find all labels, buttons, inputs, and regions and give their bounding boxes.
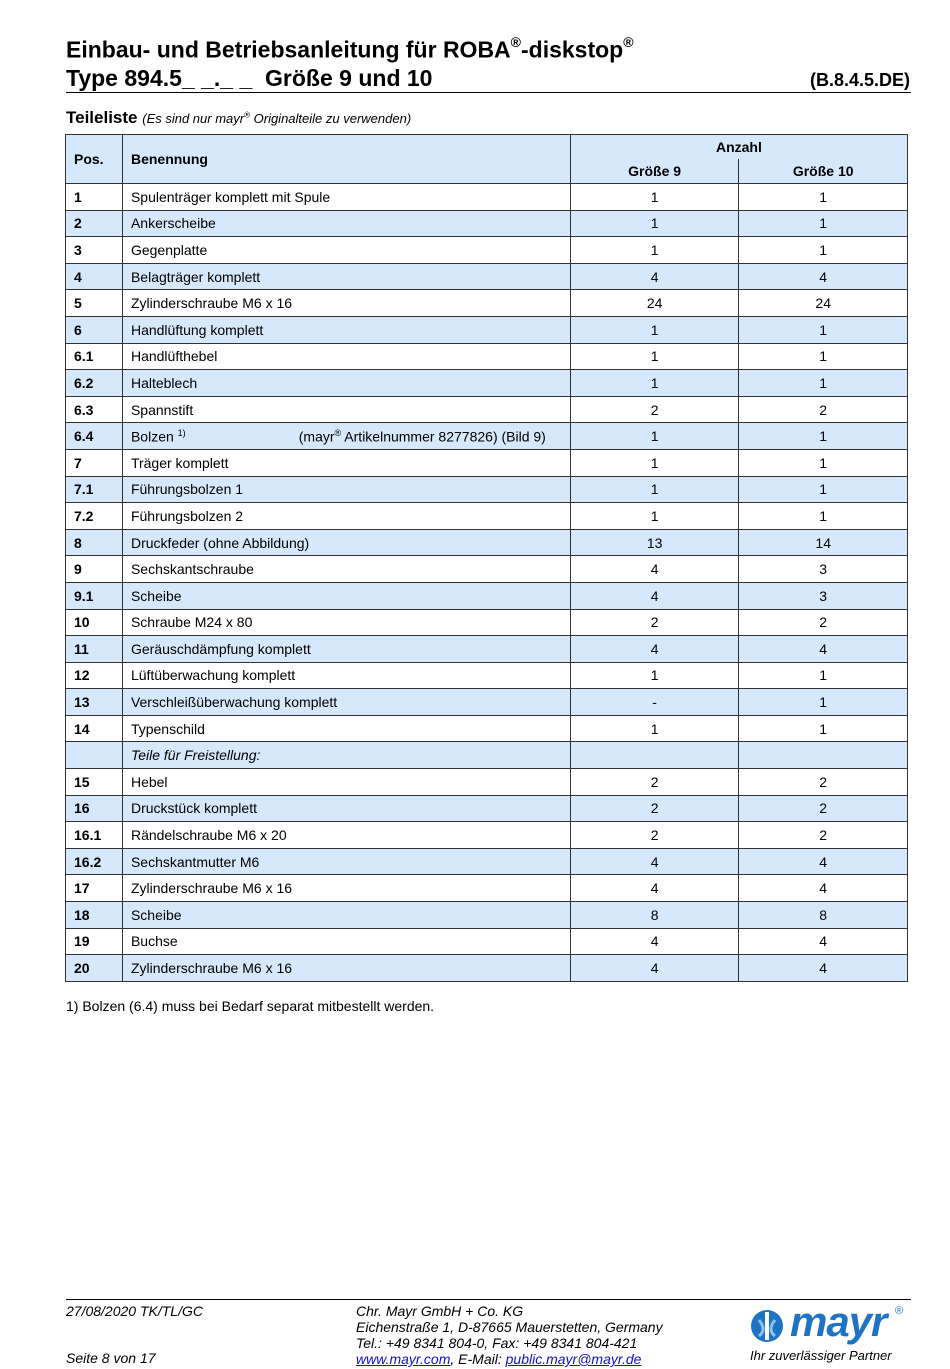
table-row <box>66 529 908 556</box>
cell-pos: 15 <box>66 769 123 796</box>
part-name: Halteblech <box>130 374 198 391</box>
footer-date-code: 27/08/2020 TK/TL/GC <box>66 1303 203 1319</box>
cell-pos: 13 <box>66 689 123 716</box>
cell-qty-size10: 1 <box>739 662 908 689</box>
cell-qty-size10: 14 <box>739 529 908 556</box>
cell-name <box>122 636 570 663</box>
cell-name <box>122 689 570 716</box>
cell-pos: 9.1 <box>66 582 123 609</box>
footer-company: Chr. Mayr GmbH + Co. KG <box>356 1303 524 1319</box>
cell-qty-size9: 1 <box>570 449 739 476</box>
table-row <box>66 769 908 796</box>
table-row <box>66 237 908 264</box>
part-name: Führungsbolzen 2 <box>130 507 244 524</box>
table-row <box>66 370 908 397</box>
part-name: Zylinderschraube M6 x 16 <box>130 960 293 977</box>
part-name: Träger komplett <box>130 454 229 471</box>
cell-name <box>122 263 570 290</box>
cell-name <box>122 795 570 822</box>
cell-qty-size9: 4 <box>570 928 739 955</box>
table-row <box>66 902 908 929</box>
cell-qty-size10: 1 <box>739 423 908 450</box>
column-header-size10: Größe 10 <box>739 159 908 184</box>
footer-email-label: , E-Mail: <box>450 1351 506 1367</box>
cell-qty-size9: 2 <box>570 609 739 636</box>
cell-pos: 6.4 <box>66 423 123 450</box>
cell-pos: 14 <box>66 715 123 742</box>
cell-pos: 6.3 <box>66 396 123 423</box>
part-name: Handlüfthebel <box>130 348 218 365</box>
table-row <box>66 423 908 450</box>
table-row <box>66 184 908 211</box>
part-name: Hebel <box>130 773 168 790</box>
cell-pos: 10 <box>66 609 123 636</box>
footnote-ref: 1) <box>177 427 186 438</box>
cell-qty-size10: 3 <box>739 582 908 609</box>
table-row <box>66 316 908 343</box>
table-row <box>66 263 908 290</box>
cell-qty-size10: 4 <box>739 928 908 955</box>
cell-name <box>122 503 570 530</box>
table-row <box>66 556 908 583</box>
cell-name <box>122 396 570 423</box>
cell-qty-size9: 1 <box>570 476 739 503</box>
part-name: Spannstift <box>130 401 194 418</box>
cell-name <box>122 582 570 609</box>
table-row <box>66 210 908 237</box>
table-row <box>66 795 908 822</box>
cell-qty-size9: 4 <box>570 263 739 290</box>
part-name: Zylinderschraube M6 x 16 <box>130 295 293 312</box>
table-row <box>66 396 908 423</box>
cell-name <box>122 210 570 237</box>
part-name: Scheibe <box>130 906 182 923</box>
column-header-pos: Pos. <box>66 135 123 184</box>
table-row <box>66 503 908 530</box>
part-name: Buchse <box>130 933 178 950</box>
mayr-logo <box>750 1298 912 1366</box>
cell-qty-size10: 1 <box>739 343 908 370</box>
cell-qty-size9: 4 <box>570 955 739 982</box>
part-name: Zylinderschraube M6 x 16 <box>130 880 293 897</box>
cell-qty-size10: 1 <box>739 316 908 343</box>
cell-qty-size10: 1 <box>739 370 908 397</box>
document-title: Einbau- und Betriebsanleitung für ROBA®-diskstop® <box>66 34 634 63</box>
cell-pos: 11 <box>66 636 123 663</box>
cell-pos: 4 <box>66 263 123 290</box>
cell-qty-size10: 8 <box>739 902 908 929</box>
part-name: Ankerscheibe <box>130 215 216 232</box>
table-row <box>66 928 908 955</box>
footnote: 1) Bolzen (6.4) muss bei Bedarf separat mitbestellt werden. <box>66 998 435 1014</box>
footer-divider <box>66 1299 911 1300</box>
cell-pos: 7.1 <box>66 476 123 503</box>
cell-name <box>122 902 570 929</box>
part-name: Belagträger komplett <box>130 268 261 285</box>
part-name: Geräuschdämpfung komplett <box>130 640 311 657</box>
cell-name <box>122 184 570 211</box>
mayr-logo-wordmark: mayr <box>790 1298 887 1345</box>
cell-pos: 16.1 <box>66 822 123 849</box>
column-header-name: Benennung <box>122 135 570 184</box>
table-row <box>66 636 908 663</box>
table-row <box>66 582 908 609</box>
cell-qty-size9: 1 <box>570 237 739 264</box>
cell-qty-size10: 2 <box>739 769 908 796</box>
cell-qty-size9: 4 <box>570 636 739 663</box>
cell-pos: 16.2 <box>66 848 123 875</box>
table-row <box>66 662 908 689</box>
table-row <box>66 609 908 636</box>
cell-name <box>122 848 570 875</box>
cell-qty-size10: 4 <box>739 263 908 290</box>
part-name: Sechskantmutter M6 <box>130 853 260 870</box>
cell-pos: 18 <box>66 902 123 929</box>
table-row <box>66 715 908 742</box>
cell-name <box>122 928 570 955</box>
cell-name <box>122 370 570 397</box>
cell-name <box>122 742 570 769</box>
cell-name <box>122 769 570 796</box>
cell-pos: 19 <box>66 928 123 955</box>
cell-qty-size9: 1 <box>570 370 739 397</box>
footer-address: Eichenstraße 1, D-87665 Mauerstetten, Germany <box>356 1319 663 1335</box>
cell-name <box>122 476 570 503</box>
cell-qty-size9: 4 <box>570 848 739 875</box>
cell-name <box>122 449 570 476</box>
cell-qty-size9: 4 <box>570 875 739 902</box>
section-note: (Es sind nur mayr® Originalteile zu verwenden) <box>142 110 412 126</box>
cell-qty-size9: 1 <box>570 343 739 370</box>
table-row <box>66 848 908 875</box>
cell-pos: 9 <box>66 556 123 583</box>
cell-name <box>122 715 570 742</box>
cell-qty-size10: 2 <box>739 396 908 423</box>
cell-qty-size9: - <box>570 689 739 716</box>
part-name: Rändelschraube M6 x 20 <box>130 827 287 844</box>
cell-qty-size10: 4 <box>739 848 908 875</box>
part-name: Schraube M24 x 80 <box>130 614 253 631</box>
document-subtitle: Type 894.5_ _._ _ Größe 9 und 10 <box>66 64 433 91</box>
part-name: Verschleißüberwachung komplett <box>130 694 338 711</box>
cell-pos: 2 <box>66 210 123 237</box>
cell-name <box>122 822 570 849</box>
cell-name <box>122 556 570 583</box>
part-name: Bolzen <box>130 428 174 445</box>
table-row <box>66 476 908 503</box>
cell-name <box>122 343 570 370</box>
cell-qty-size9: 1 <box>570 662 739 689</box>
cell-qty-size9: 2 <box>570 795 739 822</box>
cell-pos: 16 <box>66 795 123 822</box>
cell-qty-size9 <box>570 742 739 769</box>
part-name: Teile für Freistellung: <box>130 747 261 764</box>
cell-qty-size9: 2 <box>570 822 739 849</box>
section-title: Teileliste (Es sind nur mayr® Originalteile zu verwenden) <box>66 108 412 127</box>
cell-name <box>122 316 570 343</box>
part-name: Spulenträger komplett mit Spule <box>130 188 331 205</box>
table-row <box>66 449 908 476</box>
cell-qty-size9: 1 <box>570 210 739 237</box>
cell-qty-size10: 1 <box>739 503 908 530</box>
document-header <box>66 30 910 92</box>
part-name: Führungsbolzen 1 <box>130 481 244 498</box>
header-divider <box>66 92 911 93</box>
cell-qty-size10 <box>739 742 908 769</box>
cell-pos: 8 <box>66 529 123 556</box>
cell-pos: 7.2 <box>66 503 123 530</box>
cell-qty-size10: 1 <box>739 210 908 237</box>
table-row <box>66 343 908 370</box>
cell-qty-size10: 1 <box>739 237 908 264</box>
cell-qty-size10: 1 <box>739 184 908 211</box>
parts-table-body <box>66 184 908 982</box>
cell-qty-size9: 1 <box>570 503 739 530</box>
cell-qty-size9: 1 <box>570 184 739 211</box>
cell-pos: 3 <box>66 237 123 264</box>
cell-qty-size10: 1 <box>739 476 908 503</box>
parts-table <box>65 134 908 982</box>
cell-pos: 7 <box>66 449 123 476</box>
footer-web-link[interactable]: www.mayr.com <box>356 1351 451 1367</box>
part-name: Druckfeder (ohne Abbildung) <box>130 534 310 551</box>
cell-qty-size9: 24 <box>570 290 739 317</box>
cell-name <box>122 237 570 264</box>
cell-pos: 6.2 <box>66 370 123 397</box>
cell-qty-size9: 2 <box>570 396 739 423</box>
cell-pos: 5 <box>66 290 123 317</box>
cell-qty-size10: 24 <box>739 290 908 317</box>
cell-qty-size10: 4 <box>739 636 908 663</box>
cell-qty-size9: 2 <box>570 769 739 796</box>
cell-pos: 6 <box>66 316 123 343</box>
cell-name <box>122 290 570 317</box>
part-name: Gegenplatte <box>130 241 208 258</box>
part-name: Handlüftung komplett <box>130 321 264 338</box>
cell-name <box>122 955 570 982</box>
mayr-logo-icon <box>750 1306 786 1346</box>
document-number: (B.8.4.5.DE) <box>809 69 910 90</box>
cell-qty-size9: 4 <box>570 556 739 583</box>
part-name: Typenschild <box>130 720 205 737</box>
cell-qty-size10: 4 <box>739 955 908 982</box>
table-row <box>66 875 908 902</box>
cell-pos: 17 <box>66 875 123 902</box>
part-name: Sechskantschraube <box>130 561 254 578</box>
footer-phone: Tel.: +49 8341 804-0, Fax: +49 8341 804-421 <box>356 1335 638 1351</box>
cell-qty-size9: 1 <box>570 715 739 742</box>
cell-qty-size9: 1 <box>570 423 739 450</box>
cell-name <box>122 875 570 902</box>
cell-name <box>122 529 570 556</box>
cell-qty-size10: 4 <box>739 875 908 902</box>
table-row <box>66 822 908 849</box>
cell-qty-size9: 4 <box>570 582 739 609</box>
cell-pos: 6.1 <box>66 343 123 370</box>
cell-qty-size9: 8 <box>570 902 739 929</box>
mayr-slogan: Ihr zuverlässiger Partner <box>750 1348 892 1363</box>
part-name: Scheibe <box>130 587 182 604</box>
table-row <box>66 290 908 317</box>
cell-pos <box>66 742 123 769</box>
part-name: Lüftüberwachung komplett <box>130 667 296 684</box>
cell-qty-size9: 13 <box>570 529 739 556</box>
cell-qty-size10: 1 <box>739 715 908 742</box>
cell-qty-size10: 1 <box>739 449 908 476</box>
cell-pos: 12 <box>66 662 123 689</box>
cell-pos: 1 <box>66 184 123 211</box>
cell-qty-size10: 1 <box>739 689 908 716</box>
part-name: Druckstück komplett <box>130 800 257 817</box>
cell-name <box>122 609 570 636</box>
column-header-qty: Anzahl <box>570 135 907 160</box>
footer-email-link[interactable]: public.mayr@mayr.de <box>505 1351 642 1367</box>
cell-qty-size10: 2 <box>739 822 908 849</box>
footer-page-number: Seite 8 von 17 <box>66 1350 156 1366</box>
table-row <box>66 689 908 716</box>
cell-qty-size10: 3 <box>739 556 908 583</box>
table-row <box>66 955 908 982</box>
column-header-size9: Größe 9 <box>570 159 739 184</box>
cell-name <box>122 423 570 450</box>
footer-company-block <box>356 1303 663 1367</box>
cell-qty-size10: 2 <box>739 609 908 636</box>
article-number-note: (mayr® Artikelnummer 8277826) (Bild 9) <box>298 427 546 445</box>
cell-qty-size9: 1 <box>570 316 739 343</box>
cell-pos: 20 <box>66 955 123 982</box>
mayr-logo-registered: ® <box>895 1305 904 1317</box>
table-row <box>66 742 908 769</box>
cell-qty-size10: 2 <box>739 795 908 822</box>
cell-name <box>122 662 570 689</box>
